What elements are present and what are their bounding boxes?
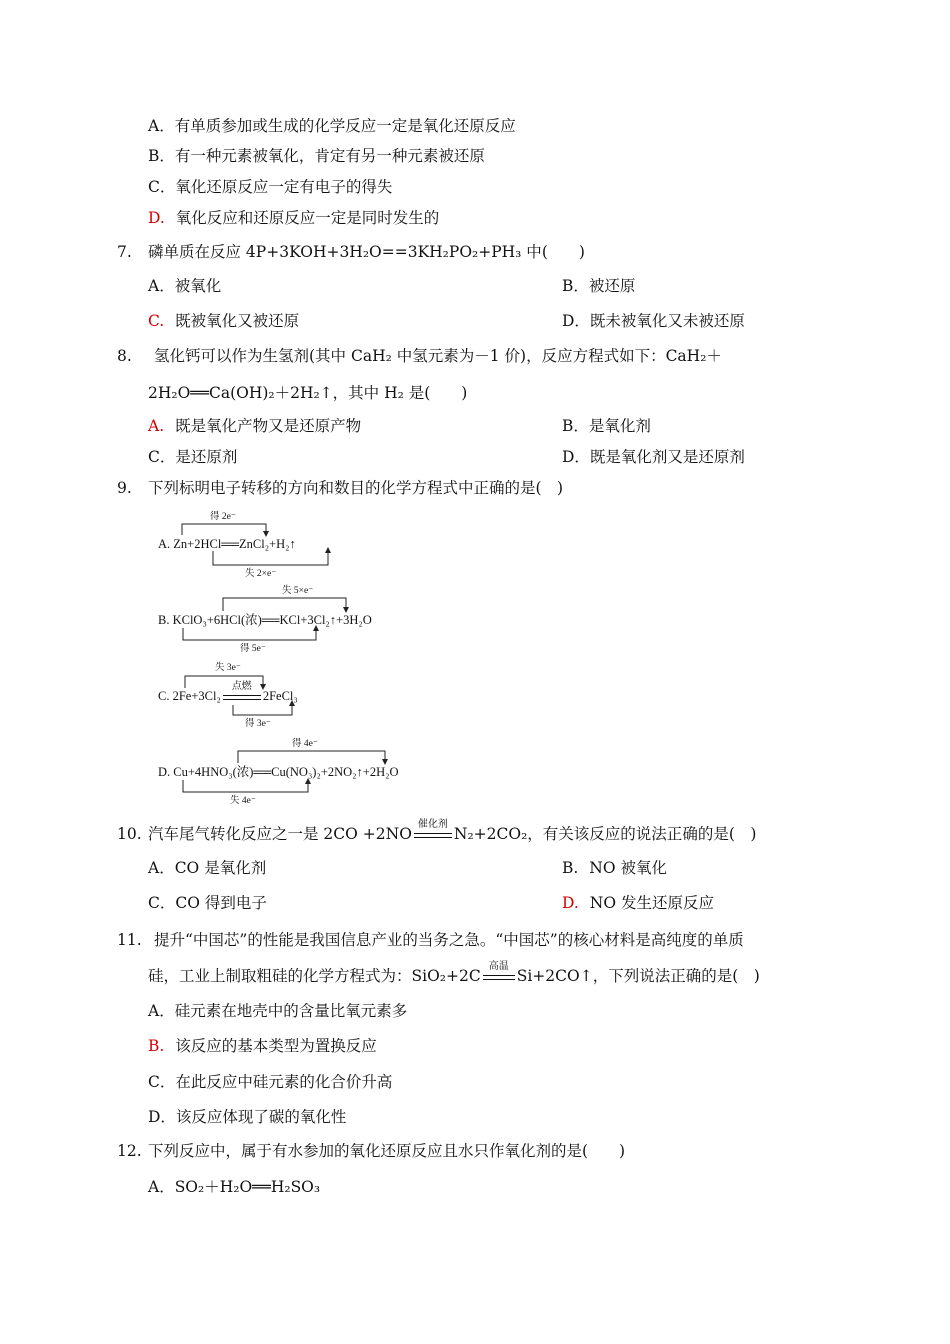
q9a-gain-label: 得 2e⁻ xyxy=(210,512,236,522)
q11-stem-right: Si+2CO↑，下列说法正确的是( ) xyxy=(516,967,760,985)
q9d-gain-label: 得 4e⁻ xyxy=(292,739,318,749)
q11-condition-sign xyxy=(481,961,517,984)
q7-option-c-text: 既被氧化又被还原 xyxy=(175,312,300,330)
q7-answer-letter: C. xyxy=(148,312,165,330)
q9-number: 9. xyxy=(117,479,132,497)
q12-option-a: A．SO₂＋H₂O══H₂SO₃ xyxy=(148,1178,321,1196)
q9c-condition: 点燃 xyxy=(231,681,252,693)
q8-stem-line1: 氢化钙可以作为生氢剂(其中 CaH₂ 中氢元素为－1 价)，反应方程式如下：CaH₂＋ xyxy=(154,347,722,365)
q9b-top-bracket xyxy=(223,598,346,611)
q11-option-c: C．在此反应中硅元素的化合价升高 xyxy=(148,1073,393,1091)
q7-number: 7. xyxy=(117,243,132,261)
q9b-loss-label: 失 5×e⁻ xyxy=(282,586,314,596)
q9a-loss-label: 失 2×e⁻ xyxy=(245,569,277,579)
q9c-loss-label: 失 3e⁻ xyxy=(215,663,241,673)
q6-answer-letter: D. xyxy=(148,209,165,227)
q7-option-b: B．被还原 xyxy=(562,277,636,295)
q10-option-b xyxy=(562,858,667,878)
q9a-bottom-bracket xyxy=(213,551,328,565)
q10-answer-letter: D. xyxy=(562,894,579,912)
q9c-gain-label: 得 3e⁻ xyxy=(245,719,271,729)
q10-number: 10. xyxy=(117,825,142,843)
q10-option-d xyxy=(562,893,714,913)
q11-option-d: D．该反应体现了碳的氧化性 xyxy=(148,1108,347,1126)
q11-option-b xyxy=(148,1036,377,1056)
q12-number: 12. xyxy=(117,1142,142,1160)
q11-option-b-text: 该反应的基本类型为置换反应 xyxy=(175,1037,377,1055)
q8-option-c: C．是还原剂 xyxy=(148,448,238,466)
q10-condition-sign xyxy=(412,819,454,842)
q11-stem-left: 硅，工业上制取粗硅的化学方程式为：SiO₂+2C xyxy=(148,967,481,985)
q9d-bottom-bracket xyxy=(183,780,308,792)
q9d-top-bracket xyxy=(238,751,385,763)
q7-option-a: A．被氧化 xyxy=(148,277,222,295)
q7-option-d: D．既未被氧化又未被还原 xyxy=(562,312,745,330)
q11-answer-letter: B. xyxy=(148,1037,165,1055)
q9c-equation-left: C. 2Fe+3Cl₂ xyxy=(158,689,221,703)
q9c-condition-sign xyxy=(221,681,263,704)
q9d-loss-label: 失 4e⁻ xyxy=(230,796,256,806)
q6-option-a: A．有单质参加或生成的化学反应一定是氧化还原反应 xyxy=(148,117,516,135)
q6-option-c: C．氧化还原反应一定有电子的得失 xyxy=(148,178,393,196)
q9a-equation: A. Zn+2HCl══ZnCl₂+H₂↑ xyxy=(158,537,296,551)
q10-option-a: A．CO 是氧化剂 xyxy=(148,859,267,877)
q8-option-d: D．既是氧化剂又是还原剂 xyxy=(562,448,745,466)
q8-option-b: B．是氧化剂 xyxy=(562,417,651,435)
q8-stem-line2: 2H₂O══Ca(OH)₂＋2H₂↑，其中 H₂ 是( ) xyxy=(148,384,468,402)
q8-number: 8. xyxy=(117,347,132,365)
q9c-equation xyxy=(158,681,298,704)
q11-number: 11. xyxy=(117,931,142,949)
q9c-equation-right: 2FeCl₃ xyxy=(262,689,298,703)
q10-stem-right: N₂+2CO₂，有关该反应的说法正确的是( ) xyxy=(453,825,757,843)
q9c-bottom-bracket xyxy=(233,704,292,715)
q9b-equation: B. KClO₃+6HCl(浓)══KCl+3Cl₂↑+3H₂O xyxy=(158,613,372,627)
q6-option-d-text: 氧化反应和还原反应一定是同时发生的 xyxy=(175,209,440,227)
q11-stem-line2 xyxy=(148,961,760,986)
q6-option-b: B．有一种元素被氧化，肯定有另一种元素被还原 xyxy=(148,147,485,165)
q9d-equation: D. Cu+4HNO₃(浓)══Cu(NO₃)₂+2NO₂↑+2H₂O xyxy=(158,765,399,779)
q11-option-a: A．硅元素在地壳中的含量比氧元素多 xyxy=(148,1002,408,1020)
q8-option-a-text: 既是氧化产物又是还原产物 xyxy=(175,417,362,435)
q9a-top-bracket xyxy=(182,524,266,535)
q10-option-c: C．CO 得到电子 xyxy=(148,894,267,912)
q10-stem xyxy=(148,819,757,844)
q9-stem: 下列标明电子转移的方向和数目的化学方程式中正确的是( ) xyxy=(148,479,564,497)
q9b-gain-label: 得 5e⁻ xyxy=(240,644,266,654)
q10-option-b-text: NO 被氧化 xyxy=(589,859,667,877)
q11-stem-line1: 提升“中国芯”的性能是我国信息产业的当务之急。“中国芯”的核心材料是高纯度的单质 xyxy=(154,931,744,949)
q10-option-b-letter: B. xyxy=(562,859,579,877)
q10-option-d-text: NO 发生还原反应 xyxy=(589,894,714,912)
q10-stem-left: 汽车尾气转化反应之一是 2CO +2NO xyxy=(148,825,412,843)
q12-stem: 下列反应中，属于有水参加的氧化还原反应且水只作氧化剂的是( ) xyxy=(148,1142,626,1160)
q7-stem: 磷单质在反应 4P+3KOH+3H₂O==3KH₂PO₂+PH₃ 中( ) xyxy=(148,243,585,261)
q9b-bottom-bracket xyxy=(183,628,316,640)
q10-condition: 催化剂 xyxy=(417,819,448,830)
q11-condition: 高温 xyxy=(488,961,509,972)
q8-answer-letter: A. xyxy=(148,417,165,435)
